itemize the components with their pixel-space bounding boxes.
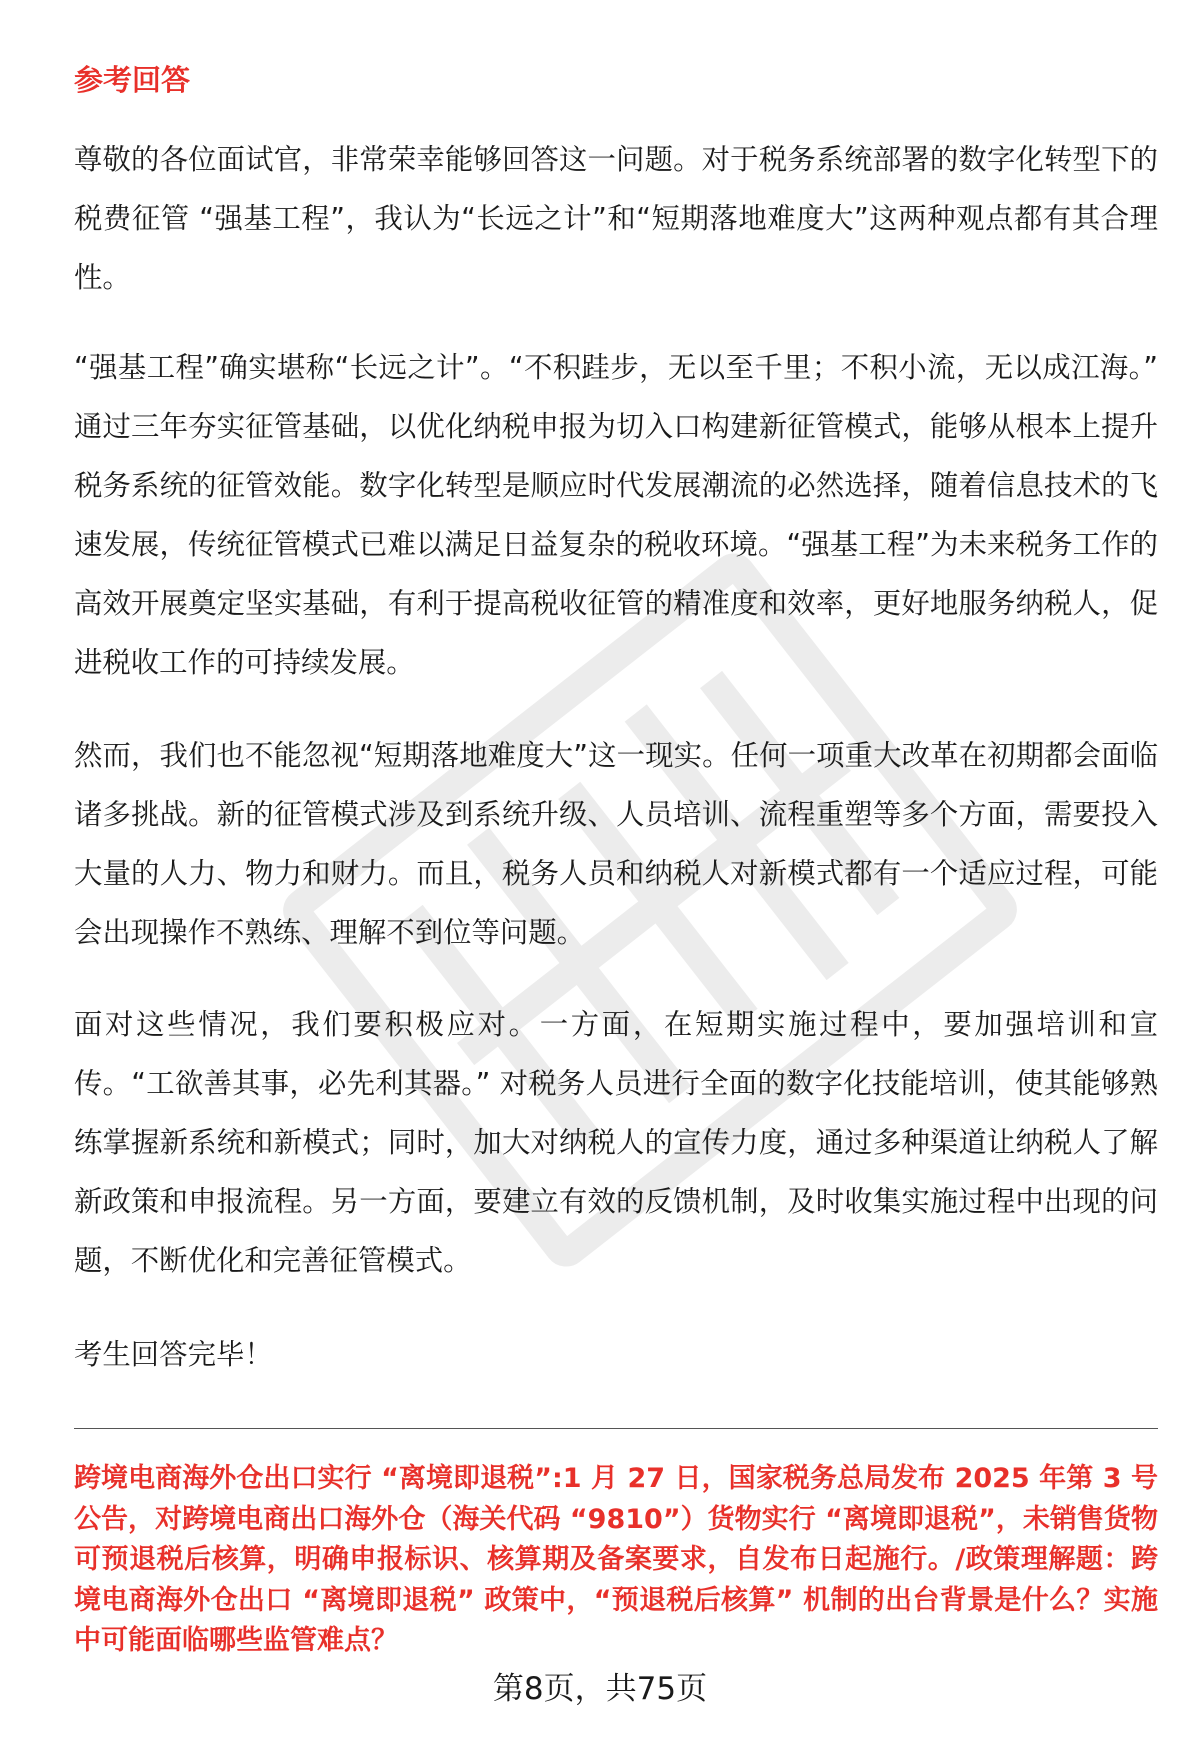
section-heading: 参考回答 [74,63,191,97]
answer-paragraph-4: 面对这些情况，我们要积极应对。一方面，在短期实施过程中，要加强培训和宣传。“工欲善其事，必先利其器。” 对税务人员进行全面的数字化技能培训，使其能够熟练掌握新系统和新模式；同时，加大对纳税人的宣传力度，通过多种渠道让纳税人了解新政策和申报流程。另一方面，要建立有效的反馈机制，及时收集实施过程中出现的问题，不断优化和完善征管模式。 [74,1008,1158,1277]
section-divider [74,1428,1158,1429]
answer-closing-line: 考生回答完毕！ [74,1338,273,1371]
next-question-title: 跨境电商海外仓出口实行 “离境即退税”:1 月 27 日，国家税务总局发布 2025 年第 3 号公告，对跨境电商出口海外仓（海关代码 “9810”）货物实行 “离境即退税”，未销售货物可预退税后核算，明确申报标识、核算期及备案要求，自发布日起施行。/政策理解题：跨境电商海外仓出口 “离境即退税” 政策中，“预退税后核算” 机制的出台背景是什么？实施中可能面临哪些监管难点？ [74,1463,1158,1656]
answer-paragraph-2: “强基工程”确实堪称“长远之计”。“不积跬步，无以至千里；不积小流，无以成江海。” 通过三年夯实征管基础，以优化纳税申报为切入口构建新征管模式，能够从根本上提升税务系统的征管效能。数字化转型是顺应时代发展潮流的必然选择，随着信息技术的飞速发展，传统征管模式已难以满足日益复杂的税收环境。“强基工程”为未来税务工作的高效开展奠定坚实基础，有利于提高税收征管的精准度和效率，更好地服务纳税人，促进税收工作的可持续发展。 [74,351,1158,679]
page-number-footer: 第8页，共75页 [492,1671,708,1707]
answer-paragraph-1: 尊敬的各位面试官，非常荣幸能够回答这一问题。对于税务系统部署的数字化转型下的税费征管 “强基工程”，我认为“长远之计”和“短期落地难度大”这两种观点都有其合理性。 [74,143,1158,294]
answer-paragraph-3: 然而，我们也不能忽视“短期落地难度大”这一现实。任何一项重大改革在初期都会面临诸多挑战。新的征管模式涉及到系统升级、人员培训、流程重塑等多个方面，需要投入大量的人力、物力和财力。而且，税务人员和纳税人对新模式都有一个适应过程，可能会出现操作不熟练、理解不到位等问题。 [74,739,1158,949]
